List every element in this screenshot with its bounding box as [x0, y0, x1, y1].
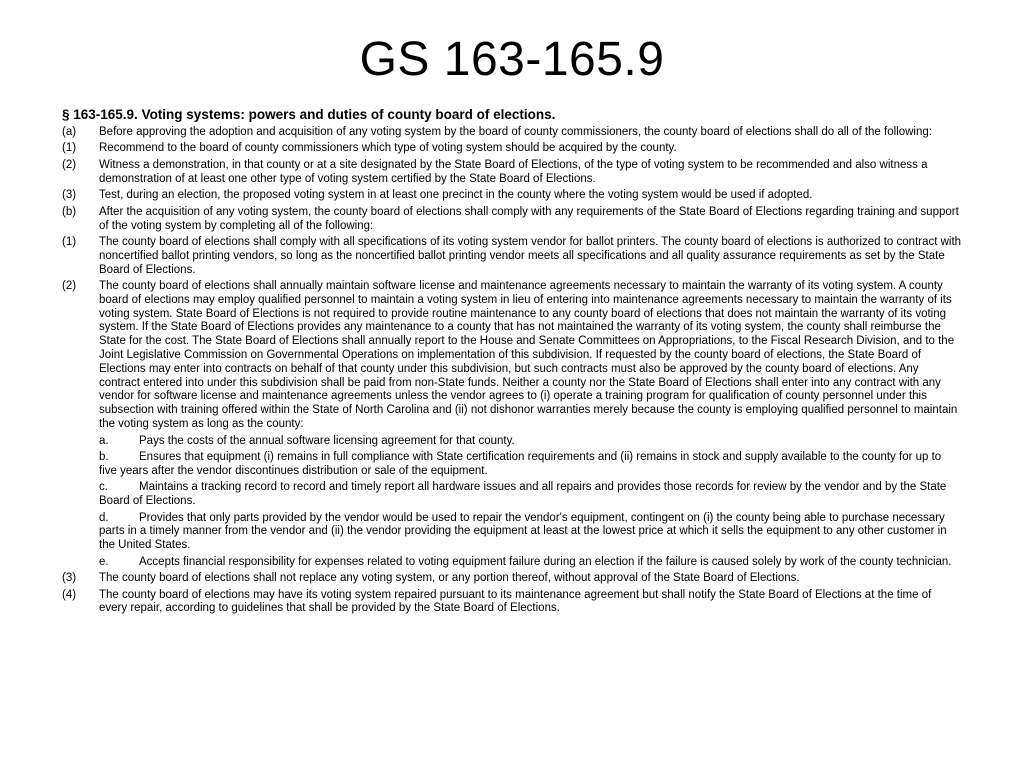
statute-text [62, 106, 962, 619]
paragraph-text: Recommend to the board of county commissioners which type of voting system should be acquired by the county. [99, 142, 677, 155]
paragraph-text: The county board of elections shall annually maintain software license and maintenance agreements necessary to maintain the warranty of its voting system. A county board of elections may employ qualified personnel to maintain a voting system in lieu of entering into maintenance agreements necessary to maintain the warranty of its voting system. State Board of Elections is not required to provide routine maintenance to any county board of elections that does not maintain the warranty of its voting system. If the State Board of Elections provides any maintenance to a county that has not maintained the warranty of its voting system, the county shall reimburse the State for the cost. The State Board of Elections shall annually report to the House and Senate Committees on Appropriations, to the Fiscal Research Division, and to the Joint Legislative Commission on Governmental Operations on implementation of this subdivision. If requested by the county board of elections, the State Board of Elections may enter into contracts on behalf of that county under this subdivision, but such contracts must also be approved by the county board of elections. Any contract entered into under this subdivision shall be paid from non-State funds. Neither a county nor the State Board of Elections shall enter into any contract with any vendor for software license and maintenance agreements unless the vendor agrees to (i) operate a training program for qualification of county personnel under this subsection with training offered within the State of North Carolina and (ii) not dishonor warranties merely because the county is employing qualified personnel to maintain the voting system as long as the county: [99, 280, 958, 431]
paragraph-label: (1) [62, 142, 77, 155]
paragraph-label: (2) [62, 158, 77, 171]
paragraph-b [62, 206, 962, 234]
paragraph-text: Before approving the adoption and acquisition of any voting system by the board of county commissioners, the county board of elections shall do all of the following: [99, 126, 932, 138]
paragraph-text: The county board of elections shall not replace any voting system, or any portion thereof, without approval of the State Board of Elections. [99, 572, 800, 585]
paragraph-b-2 [62, 280, 962, 432]
paragraph-label: (3) [62, 572, 77, 585]
paragraph-a-2 [62, 159, 962, 187]
subitem-e [62, 556, 962, 570]
subitem-text: Maintains a tracking record to record and timely report all hardware issues and all repairs and provides those records for review by the vendor and by the State Board of Elections. [99, 481, 947, 508]
subitem-c [62, 481, 962, 509]
paragraph-a [62, 126, 962, 140]
paragraph-label: (2) [62, 280, 77, 293]
paragraph-label: (b) [62, 205, 77, 218]
paragraph-text: The county board of elections shall comply with all specifications of its voting system vendor for ballot printers. The county board of elections is authorized to contract with noncertified ballot printing vendors, so long as the noncertified ballot printing vendor meets all specifications and all quality assurance requirements as set by the State Board of Elections. [99, 236, 962, 276]
subitem-label: b. [99, 451, 109, 464]
subitem-label: d. [99, 511, 109, 524]
paragraph-b-1 [62, 236, 962, 277]
paragraph-label: (3) [62, 189, 77, 202]
subitem-text: Pays the costs of the annual software licensing agreement for that county. [139, 434, 515, 447]
paragraph-text: Witness a demonstration, in that county or at a site designated by the State Board of Elections, of the type of voting system to be recommended and also witness a demonstration of at least one other type of voting system certified by the State Board of Elections. [99, 158, 928, 185]
subitem-b [62, 451, 962, 479]
paragraph-label: (4) [62, 588, 77, 601]
subitem-a [62, 435, 962, 449]
section-heading: § 163-165.9. Voting systems: powers and duties of county board of elections. [62, 107, 556, 122]
paragraph-text: Test, during an election, the proposed voting system in at least one precinct in the county where the voting system would be used if adopted. [99, 189, 813, 202]
paragraph-label: (1) [62, 236, 77, 249]
slide-title: GS 163-165.9 [359, 33, 665, 86]
subitem-label: c. [99, 481, 108, 494]
subitem-text: Accepts financial responsibility for expenses related to voting equipment failure during an election if the failure is caused solely by work of the county technician. [139, 555, 952, 568]
paragraph-a-3 [62, 189, 962, 203]
paragraph-text: The county board of elections may have its voting system repaired pursuant to its maintenance agreement but shall notify the State Board of Elections at the time of every repair, according to guidelines that shall be provided by the State Board of Elections. [99, 588, 932, 615]
subitem-d [62, 512, 962, 553]
subitem-label: a. [99, 434, 109, 447]
subitem-text: Ensures that equipment (i) remains in full compliance with State certification requirements and (ii) remains in stock and supply available to the county for up to five years after the vendor discontinues distribution or sale of the equipment. [99, 451, 942, 477]
paragraph-text: After the acquisition of any voting system, the county board of elections shall comply with any requirements of the State Board of Elections regarding training and support of the voting system by completing all of the following: [99, 205, 959, 232]
paragraph-a-1 [62, 142, 962, 156]
subitem-text: Provides that only parts provided by the vendor would be used to repair the vendor's equipment, contingent on (i) the county being able to purchase necessary parts in a timely manner from the vendor and (ii) the vendor providing the equipment at least at the lowest price at which it sells the equipment to any other customer in the United States. [99, 511, 947, 552]
paragraph-b-4 [62, 589, 962, 617]
paragraph-b-3 [62, 572, 962, 586]
subitem-label: e. [99, 555, 109, 568]
paragraph-label: (a) [62, 126, 77, 138]
